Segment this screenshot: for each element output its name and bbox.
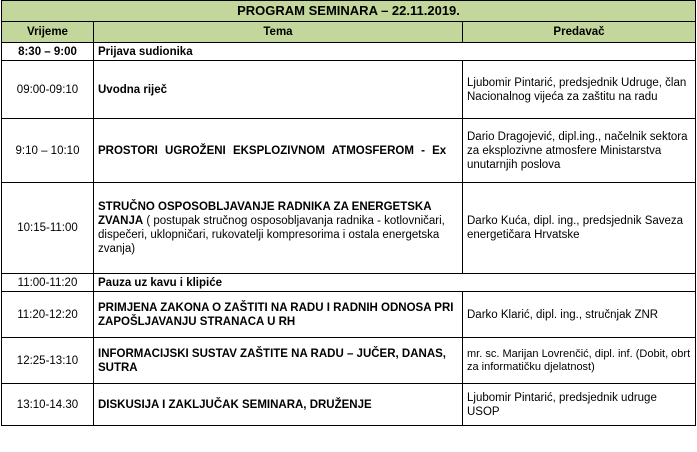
row-topic-detail: ( postupak stručnog osposobljavanja radnika - kotlovničari, dispečeri, uklopničari, rukovatelji kompresorima i ostala energetska zvanja) [98, 215, 445, 255]
program-table [1, 0, 696, 426]
row-topic-cell [94, 183, 463, 274]
table-row [2, 384, 696, 426]
row-time: 8:30 – 9:00 [2, 43, 94, 61]
table-row [2, 338, 696, 384]
row-time: 13:10-14.30 [2, 384, 94, 426]
row-speaker: Ljubomir Pintarić, predsjednik udruge USOP [463, 384, 696, 426]
row-topic: Uvodna riječ [94, 61, 463, 119]
table-row [2, 183, 696, 274]
row-time: 09:00-09:10 [2, 61, 94, 119]
row-topic: PRIMJENA ZAKONA O ZAŠTITI NA RADU I RADNIH ODNOSA PRI ZAPOŠLJAVANJU STRANACA U RH [94, 292, 463, 338]
row-time: 10:15-11:00 [2, 183, 94, 274]
row-topic: Pauza uz kavu i klipiće [94, 274, 696, 292]
row-time: 11:20-12:20 [2, 292, 94, 338]
row-time: 9:10 – 10:10 [2, 119, 94, 183]
row-speaker: Darko Kuća, dipl. ing., predsjednik Saveza energetičara Hrvatske [463, 183, 696, 274]
row-speaker: Dario Dragojević, dipl.ing., načelnik sektora za eksplozivne atmosfere Ministarstva unutarnjih poslova [463, 119, 696, 183]
table-row [2, 292, 696, 338]
row-topic: DISKUSIJA I ZAKLJUČAK SEMINARA, DRUŽENJE [94, 384, 463, 426]
table-row [2, 119, 696, 183]
row-time: 12:25-13:10 [2, 338, 94, 384]
row-speaker: Ljubomir Pintarić, predsjednik Udruge, član Nacionalnog vijeća za zaštitu na radu [463, 61, 696, 119]
header-time: Vrijeme [2, 22, 94, 43]
column-header-row [2, 22, 696, 43]
row-time: 11:00-11:20 [2, 274, 94, 292]
row-speaker: mr. sc. Marijan Lovrenčić, dipl. inf. (Dobit, obrt za informatičku djelatnost) [463, 338, 696, 384]
row-topic: PROSTORI UGROŽENI EKSPLOZIVNOM ATMOSFEROM - Ex [94, 119, 463, 183]
row-speaker: Darko Klarić, dipl. ing., stručnjak ZNR [463, 292, 696, 338]
table-row [2, 61, 696, 119]
row-topic: STRUČNO OSPOSOBLJAVANJE RADNIKA ZA ENERGETSKA ZVANJA [98, 201, 432, 227]
header-speaker: Predavač [463, 22, 696, 43]
row-topic: INFORMACIJSKI SUSTAV ZAŠTITE NA RADU – JUČER, DANAS, SUTRA [94, 338, 463, 384]
header-topic: Tema [94, 22, 463, 43]
title-row [2, 1, 696, 22]
table-row [2, 43, 696, 61]
table-row [2, 274, 696, 292]
row-topic: Prijava sudionika [94, 43, 696, 61]
program-title: PROGRAM SEMINARA – 22.11.2019. [2, 1, 696, 22]
